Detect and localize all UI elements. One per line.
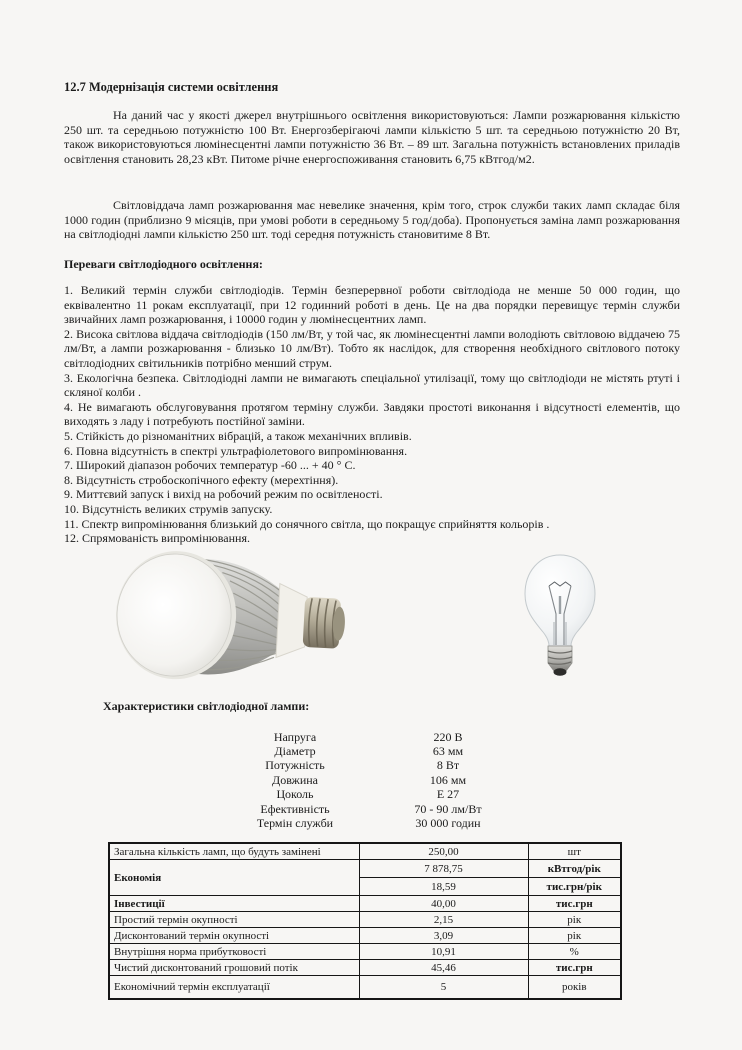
advantage-item-1: 1. Великий термін служби світлодіодів. Термін безперервної роботи світлодіода не менше 50 000 годин, що еквівалентно 11 рокам експлуатації, при 12 годинний роботі в день. Це на два порядки перевищує термін служби звичайних ламп розжарювання, і 10000 годин у люмінесцентних ламп.: [64, 283, 680, 327]
cell-label: Загальна кількість ламп, що будуть замінені: [109, 843, 359, 860]
cell-unit: %: [528, 944, 621, 960]
cell-unit: тис.грн/рік: [528, 878, 621, 896]
table-row-simple-payback: [109, 912, 621, 928]
characteristic-label: Напруга: [273, 729, 317, 744]
characteristic-label: Цоколь: [276, 787, 314, 802]
characteristic-label: Діаметр: [274, 744, 316, 759]
characteristic-value: Е 27: [436, 787, 460, 802]
characteristic-value: 30 000 годин: [415, 816, 481, 831]
table-row-economy-energy: [109, 860, 621, 878]
advantage-item-11: 11. Спектр випромінювання близький до сонячного світла, що покращує сприйняття кольорів .: [64, 516, 550, 531]
characteristic-value: 63 мм: [432, 744, 464, 759]
table-row-investment: [109, 896, 621, 912]
characteristic-row-lifetime: [225, 816, 518, 830]
cell-value: 2,15: [359, 912, 528, 928]
characteristic-row-socket: [225, 788, 518, 802]
advantage-item-10: 10. Відсутність великих струмів запуску.: [64, 501, 273, 516]
characteristic-label: Термін служби: [256, 816, 334, 831]
cell-value: 250,00: [359, 843, 528, 860]
summary-table: [108, 842, 622, 1000]
characteristic-value: 8 Вт: [436, 758, 460, 773]
cell-value: 10,91: [359, 944, 528, 960]
cell-label: Дисконтований термін окупності: [109, 928, 359, 944]
paragraph-replacement-proposal: Світловіддача ламп розжарювання має невелике значення, крім того, строк служби таких ламп складає біля 1000 годин (приблизно 9 місяців, при умові роботи в середньому 5 год/доба). Пропонується заміна ламп розжарювання на світлодіодні лампи кількістю 250 шт. тоді середня потужність становитиме 8 Вт.: [64, 198, 680, 242]
cell-unit: тис.грн: [528, 960, 621, 976]
characteristics-list: [225, 730, 518, 831]
cell-unit: кВтгод/рік: [528, 860, 621, 878]
advantage-item-5: 5. Стійкість до різноманітних вібрацій, а також механічних впливів.: [64, 428, 412, 443]
cell-label: Простий термін окупності: [109, 912, 359, 928]
cell-unit: років: [528, 976, 621, 1000]
cell-label: Інвестиції: [109, 896, 359, 912]
cell-label: Економія: [109, 860, 359, 896]
section-title: 12.7 Модернізація системи освітлення: [64, 80, 279, 94]
table-row-npv: [109, 960, 621, 976]
characteristic-label: Довжина: [272, 772, 318, 787]
advantage-item-7: 7. Широкий діапазон робочих температур -60 ... + 40 ° С.: [64, 458, 356, 473]
characteristic-label: Потужність: [265, 758, 325, 773]
table-row-lifetime: [109, 976, 621, 1000]
characteristic-row-diameter: [225, 744, 518, 758]
table-row-discounted-payback: [109, 928, 621, 944]
cell-value: 5: [359, 976, 528, 1000]
characteristic-value: 70 - 90 лм/Вт: [414, 801, 482, 816]
cell-value: 18,59: [359, 878, 528, 896]
advantage-item-2: 2. Висока світлова віддача світлодіодів (150 лм/Вт, у той час, як люмінесцентні лампи володіють світловою віддачею 75 лм/Вт, а лампи розжарювання - близько 10 лм/Вт). Тобто як наслідок, для створення необхідного світлового потоку світлодіодних світильників потрібно менший струм.: [64, 326, 680, 370]
cell-unit: рік: [528, 928, 621, 944]
cell-value: 7 878,75: [359, 860, 528, 878]
figures-row: [0, 550, 742, 686]
characteristic-row-efficiency: [225, 802, 518, 816]
characteristic-row-length: [225, 773, 518, 787]
incandescent-bulb-image: [518, 552, 602, 678]
characteristic-value: 220 В: [433, 729, 463, 744]
advantage-item-9: 9. Миттєвий запуск і вихід на робочий режим по освітленості.: [64, 487, 383, 502]
characteristic-value: 106 мм: [429, 772, 467, 787]
advantages-heading: Переваги світлодіодного освітлення:: [64, 257, 263, 271]
characteristic-row-voltage: [225, 730, 518, 744]
led-bulb-image: [110, 551, 350, 685]
cell-value: 40,00: [359, 896, 528, 912]
characteristics-heading: Характеристики світлодіодної лампи:: [103, 699, 310, 713]
characteristic-label: Ефективність: [260, 801, 330, 816]
table-row-lamps: [109, 843, 621, 860]
cell-value: 45,46: [359, 960, 528, 976]
characteristic-row-power: [225, 759, 518, 773]
advantage-item-4: 4. Не вимагають обслуговування протягом терміну служби. Завдяки простоті виконання і відсутності елементів, що виходять з ладу і потребують постійної заміни.: [64, 399, 680, 429]
cell-unit: тис.грн: [528, 896, 621, 912]
advantage-item-6: 6. Повна відсутність в спектрі ультрафіолетового випромінювання.: [64, 443, 408, 458]
cell-unit: рік: [528, 912, 621, 928]
cell-unit: шт: [528, 843, 621, 860]
advantage-item-12: 12. Спрямованість випромінювання.: [64, 531, 250, 546]
advantages-list: [64, 283, 680, 546]
cell-label: Чистий дисконтований грошовий потік: [109, 960, 359, 976]
cell-label: Внутрішня норма прибутковості: [109, 944, 359, 960]
table-row-irr: [109, 944, 621, 960]
advantage-item-8: 8. Відсутність стробоскопічного ефекту (мерехтіння).: [64, 472, 339, 487]
cell-value: 3,09: [359, 928, 528, 944]
advantage-item-3: 3. Екологічна безпека. Світлодіодні лампи не вимагають спеціальної утилізації, тому що світлодіоди не містять ртуті і скляної колби .: [64, 370, 680, 400]
cell-label: Економічний термін експлуатації: [109, 976, 359, 1000]
paragraph-current-lighting: На даний час у якості джерел внутрішнього освітлення використовуються: Лампи розжарювання кількістю 250 шт. та середньою потужністю 100 Вт. Енергозберігаючі лампи кількістю 5 шт. та середньою потужністю 20 Вт, також використовуються люмінесцентні лампи потужністю 36 Вт. – 89 шт. Загальна потужність встановлених приладів освітлення становить 28,23 кВт. Питоме річне енергоспоживання становить 6,75 кВтгод/м2.: [64, 108, 680, 166]
